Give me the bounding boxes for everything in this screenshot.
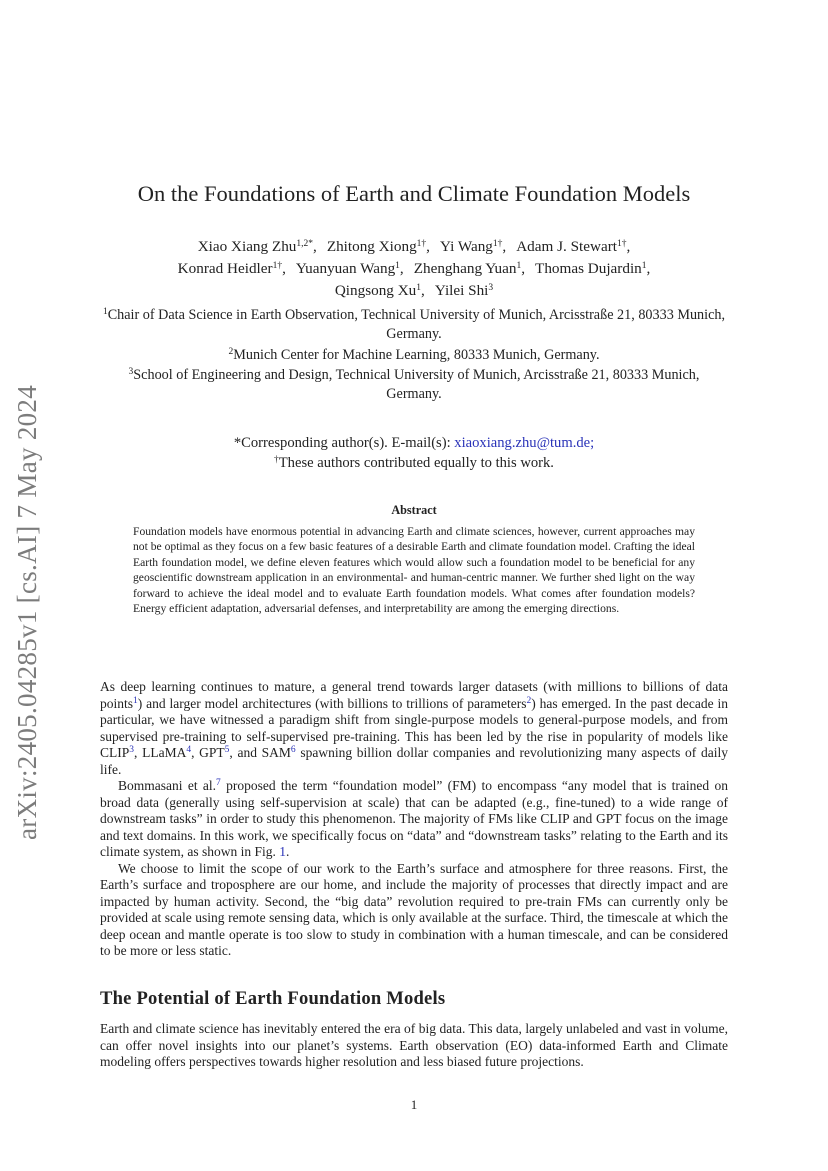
equal-contribution-line: †These authors contributed equally to this work. — [274, 454, 554, 471]
correspondence-note — [0, 433, 828, 473]
citation-link[interactable]: 3 — [129, 744, 135, 755]
author: Thomas Dujardin$^1$, — [535, 260, 651, 277]
citation-link[interactable]: 5 — [224, 744, 230, 755]
paper-title: On the Foundations of Earth and Climate Foundation Models — [137, 181, 691, 206]
figure-link[interactable]: 1 — [279, 844, 286, 859]
body-paragraph: We choose to limit the scope of our work to the Earth’s surface and atmosphere for three reasons. First, the Earth’s surface and troposphere are our home, and include the majority of processes that directly impact and are impacted by human activity. Second, the “big data” revolution required to pre-train FMs can currently only be provided at scale using remote sensing data, which is only available at the surface. Third, the timescale at which the deep ocean and mantle operate is too slow to study in combination with a human timescale, and can be considered to be more or less static. — [100, 860, 728, 958]
abstract-heading: Abstract — [391, 503, 437, 517]
section-heading: The Potential of Earth Foundation Models — [100, 988, 446, 1009]
citation-link[interactable]: 1 — [133, 695, 138, 706]
abstract-text: Foundation models have enormous potential in advancing Earth and climate sciences, however, current approaches may not be optimal as they focus on a few basic features of a desirable Earth and climate foundation model. Crafting the ideal Earth foundation model, we define eleven features which would allow such a foundation model to be beneficial for any geoscientific downstream application in an environmental- and human-centric manner. We further shed light on the way forward to achieve the ideal model and to evaluate Earth foundation models. What comes after foundation models? Energy efficient adaptation, adversarial defenses, and interpretability are among the emerging directions. — [133, 525, 695, 616]
author: Yilei Shi$^3$ — [434, 282, 494, 299]
section-body — [100, 1021, 728, 1071]
page-number: 1 — [410, 1097, 418, 1112]
citation-link[interactable]: 2 — [526, 695, 532, 706]
email-link[interactable]: xiaoxiang.zhu@tum.de; — [454, 435, 595, 451]
author: Adam J. Stewart$^{1\dagger}$, — [516, 238, 631, 255]
citation-link[interactable]: 7 — [216, 777, 221, 788]
corresponding-author-line: *Corresponding author(s). E-mail(s): xiaoxiang.zhu@tum.de; — [233, 435, 595, 451]
body-paragraph: As deep learning continues to mature, a general trend towards larger datasets (with millions to billions of data points$^1$) and larger model architectures (with billions to trillions of parameters$^2$) has emerged. In the past decade in particular, we have witnessed a paradigm shift from single-purpose models to general-purpose models, and from supervised pre-training to self-supervised pre-training. This has been led by the rise in popularity of models like CLIP$^3$, LLaMA$^4$, GPT$^5$, and SAM$^6$ spawning billion dollar companies and revolutionizing many aspects of daily life. — [100, 679, 728, 777]
main-body — [100, 679, 728, 960]
citation-link[interactable]: 4 — [186, 744, 192, 755]
author: Yuanyuan Wang$^1$, — [295, 260, 404, 277]
body-paragraph: Bommasani et al.$^7$ proposed the term “foundation model” (FM) to encompass “any model that is trained on broad data (generally using self-supervision at scale) that can be adapted (e.g., fine-tuned) to a wide range of downstream tasks” in order to study this phenomenon. The majority of FMs like CLIP and GPT focus on the image and text domains. In this work, we specifically focus on “data” and “downstream tasks” relating to the Earth and its climate system, as shown in Fig. 1. — [100, 777, 728, 859]
author: Zhitong Xiong$^{1\dagger}$, — [326, 238, 430, 255]
affiliation: $^3$School of Engineering and Design, Technical University of Munich, Arcisstraße 21, 80333 Munich, Germany. — [128, 366, 700, 403]
citation-link[interactable]: 6 — [290, 744, 296, 755]
author: Yi Wang$^{1\dagger}$, — [439, 238, 507, 255]
author: Zhenghang Yuan$^1$, — [413, 260, 526, 277]
affiliation: $^1$Chair of Data Science in Earth Observation, Technical University of Munich, Arcisstraße 21, 80333 Munich, Germany. — [102, 306, 726, 343]
author-list — [105, 236, 723, 302]
body-paragraph: Earth and climate science has inevitably entered the era of big data. This data, largely unlabeled and vast in volume, can offer novel insights into our planet’s systems. Earth observation (EO) data-informed Earth and Climate modeling offers perspectives towards higher resolution and less biased future projections. — [100, 1021, 728, 1069]
author: Konrad Heidler$^{1\dagger}$, — [177, 260, 286, 277]
affiliation: $^2$Munich Center for Machine Learning, 80333 Munich, Germany. — [228, 346, 600, 363]
author: Xiao Xiang Zhu$^{1,2*}$, — [197, 238, 317, 255]
arxiv-identifier-stamp: arXiv:2405.04285v1 [cs.AI] 7 May 2024 — [12, 384, 42, 840]
affiliation-list — [100, 306, 728, 405]
author: Qingsong Xu$^1$, — [334, 282, 425, 299]
